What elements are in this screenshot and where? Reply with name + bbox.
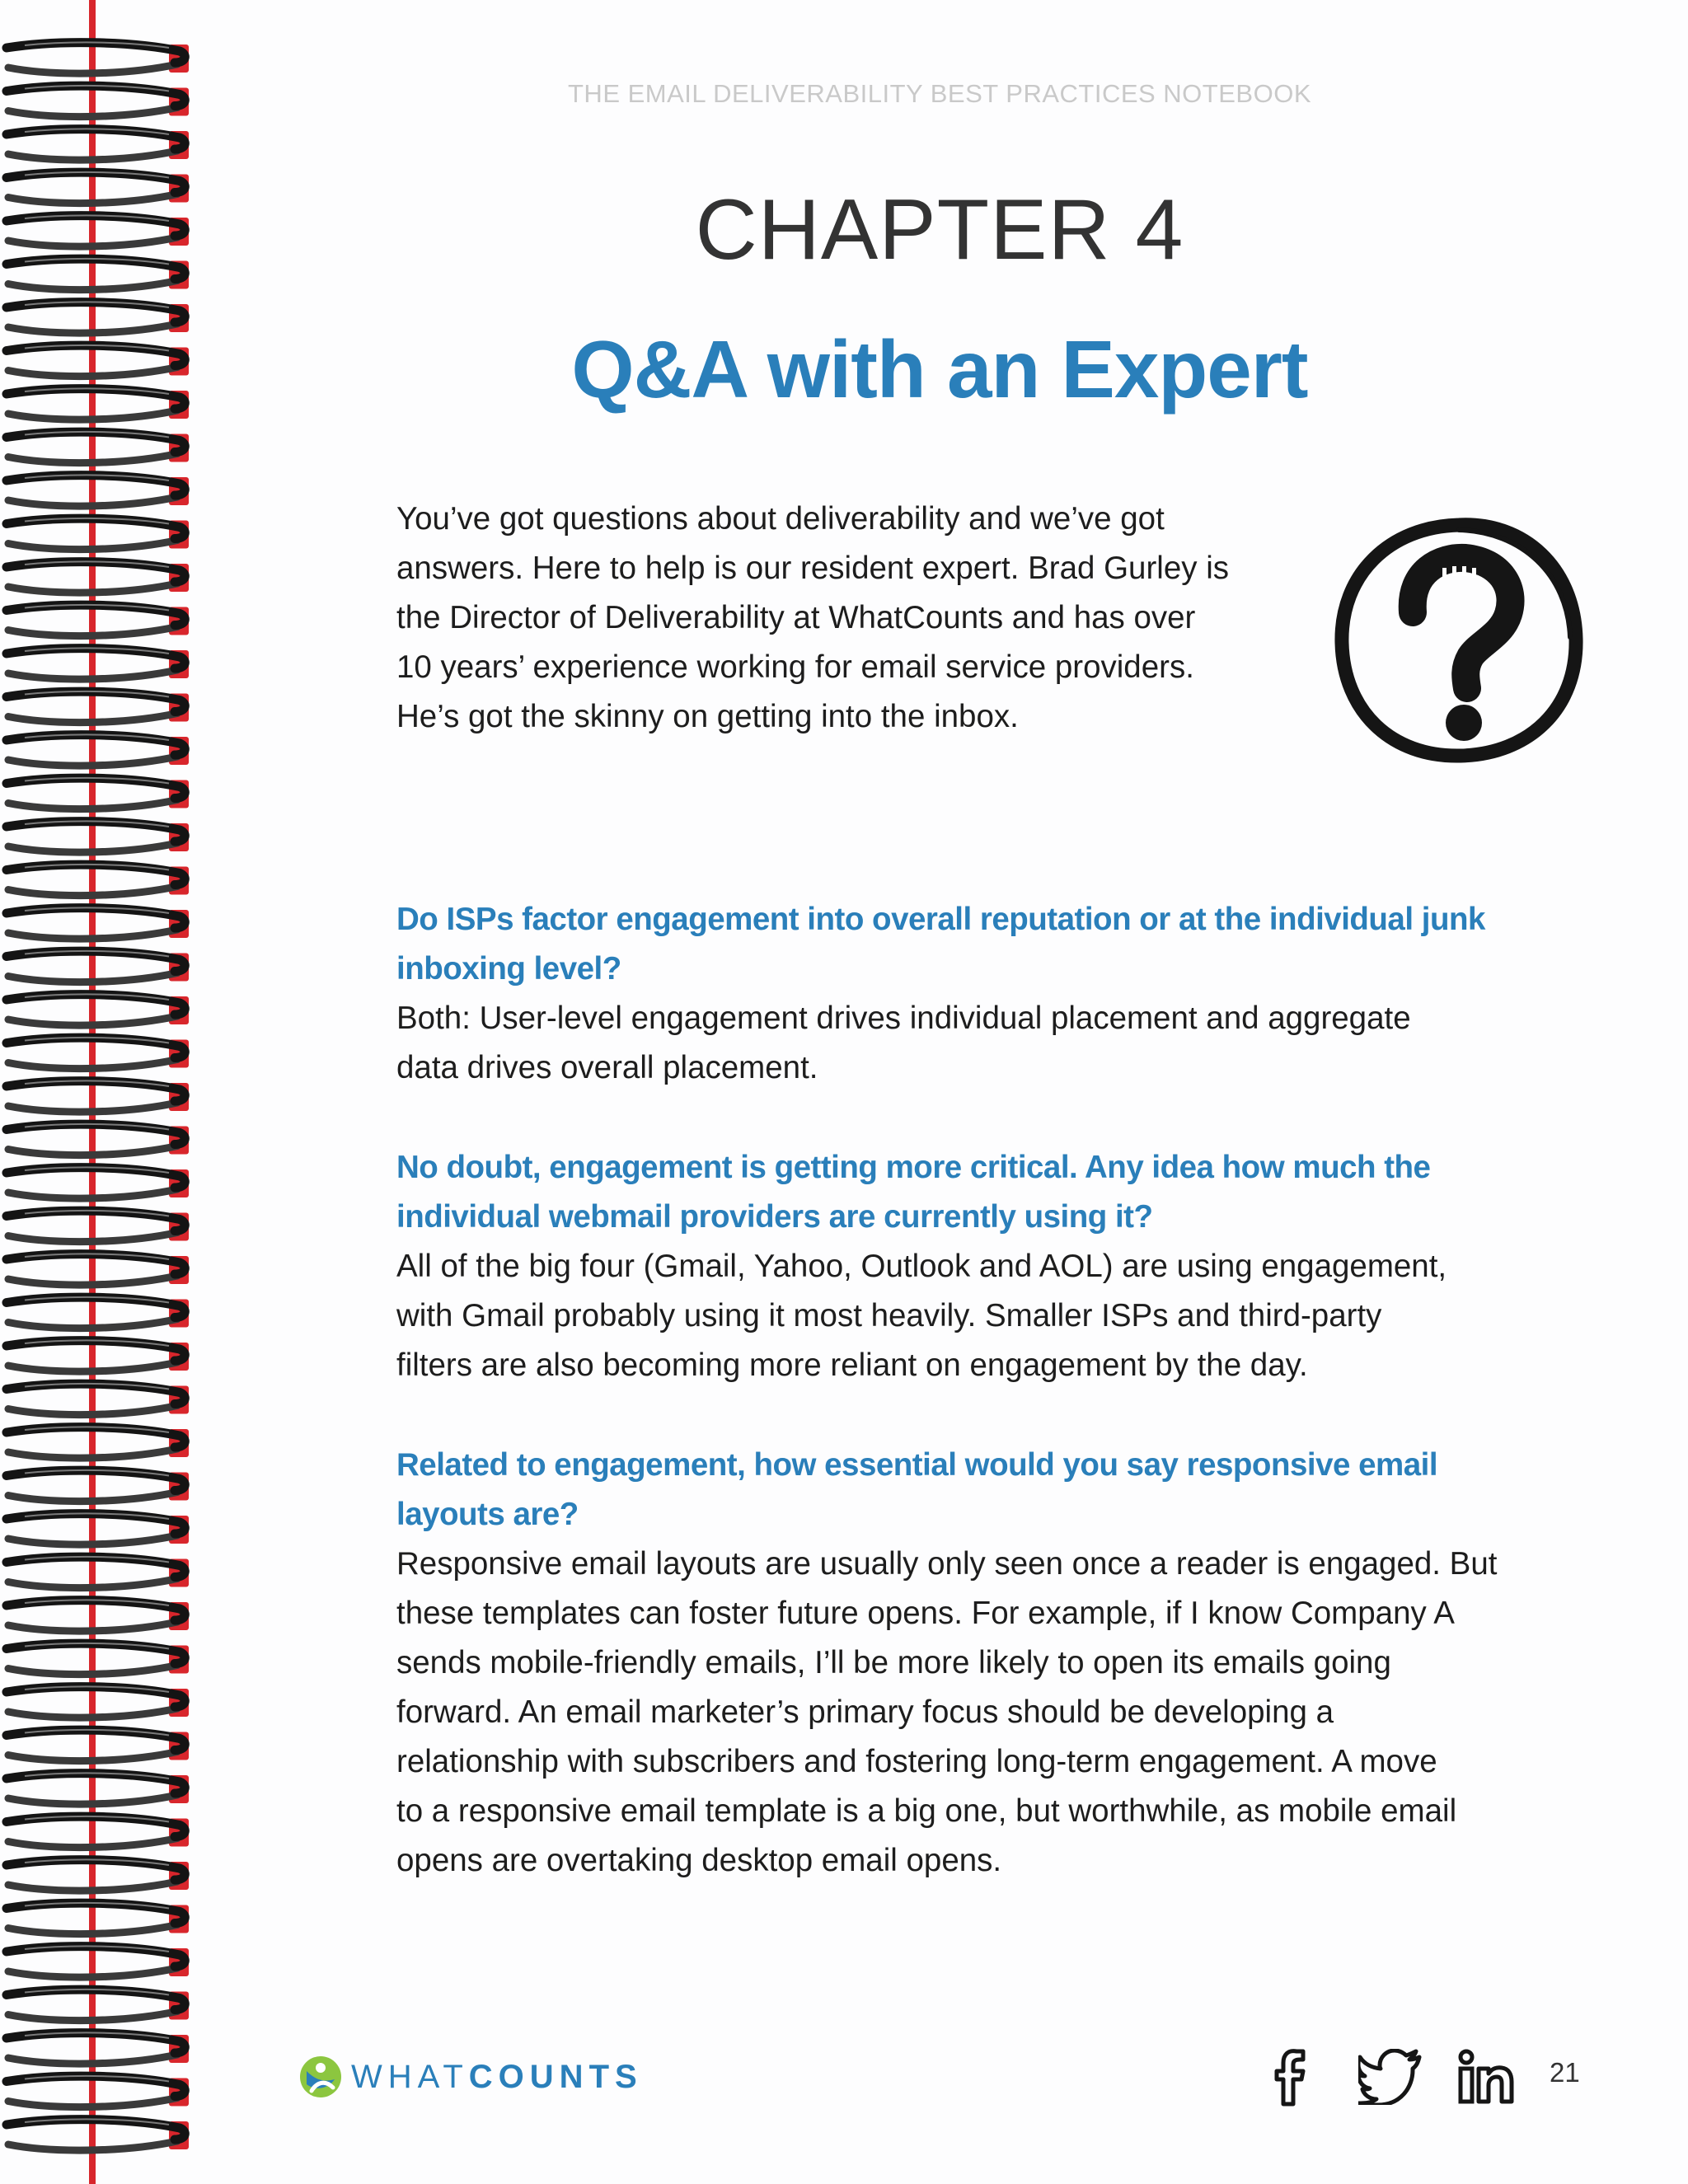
page-number: 21 xyxy=(1550,2057,1580,2088)
question-line: inboxing level? xyxy=(396,951,621,987)
intro-line: the Director of Deliverability at WhatCounts and has over xyxy=(396,600,1196,635)
whatcounts-logo[interactable] xyxy=(298,2050,643,2103)
binding-ring xyxy=(7,1600,189,1631)
binding-ring xyxy=(7,2076,189,2107)
binding-ring xyxy=(7,1946,189,1977)
whatcounts-logo-mark-icon xyxy=(298,2055,343,2099)
binding-ring xyxy=(7,1211,189,1242)
answer xyxy=(396,1540,1509,1886)
answer-line: relationship with subscribers and fostering long-term engagement. A move xyxy=(396,1744,1437,1779)
binding-ring xyxy=(7,1859,189,1891)
binding-ring xyxy=(7,691,189,723)
binding-ring xyxy=(7,475,189,506)
qa-item xyxy=(396,1143,1509,1390)
binding-ring xyxy=(7,1297,189,1329)
binding-ring xyxy=(7,518,189,550)
answer-line: Both: User-level engagement drives individual placement and aggregate xyxy=(396,1001,1411,1036)
binding-ring xyxy=(7,648,189,679)
logo-text-what: WHAT xyxy=(351,2058,469,2095)
binding-ring xyxy=(7,821,189,852)
question-line: layouts are? xyxy=(396,1497,579,1532)
running-header: THE EMAIL DELIVERABILITY BEST PRACTICES NOTEBOOK xyxy=(568,79,1311,108)
answer xyxy=(396,994,1509,1093)
binding-ring xyxy=(7,1773,189,1804)
linkedin-icon[interactable] xyxy=(1457,2044,1515,2110)
intro-line: 10 years’ experience working for email service providers. xyxy=(396,649,1194,685)
binding-ring xyxy=(7,1384,189,1415)
binding-ring xyxy=(7,1340,189,1371)
answer-line: with Gmail probably using it most heavily. Smaller ISPs and third-party xyxy=(396,1298,1382,1333)
question-line: Related to engagement, how essential would you say responsive email xyxy=(396,1447,1438,1483)
answer-line: filters are also becoming more reliant on engagement by the day. xyxy=(396,1347,1308,1383)
question xyxy=(396,1441,1509,1540)
social-links xyxy=(1269,2044,1515,2110)
binding-ring xyxy=(7,432,189,463)
answer-line: Responsive email layouts are usually only seen once a reader is engaged. But xyxy=(396,1546,1498,1582)
binding-ring xyxy=(7,1903,189,1934)
binding-ring xyxy=(7,1513,189,1544)
binding-ring xyxy=(7,605,189,636)
question-line: No doubt, engagement is getting more critical. Any idea how much the xyxy=(396,1150,1431,1185)
facebook-icon[interactable] xyxy=(1269,2044,1311,2110)
binding-ring xyxy=(7,1730,189,1761)
binding-ring xyxy=(7,1124,189,1155)
binding-ring xyxy=(7,951,189,982)
binding-ring xyxy=(7,734,189,766)
binding-ring xyxy=(7,865,189,896)
binding-ring xyxy=(7,2032,189,2064)
binding-ring xyxy=(7,1470,189,1502)
page-title: Q&A with an Expert xyxy=(571,324,1308,415)
answer xyxy=(396,1242,1509,1390)
answer-line: data drives overall placement. xyxy=(396,1050,818,1085)
qa-item xyxy=(396,1441,1509,1886)
binding-ring xyxy=(7,778,189,809)
binding-ring xyxy=(7,1990,189,2021)
binding-ring xyxy=(7,1557,189,1588)
question xyxy=(396,895,1509,994)
logo-text-counts: COUNTS xyxy=(468,2058,643,2095)
qa-item xyxy=(396,895,1509,1093)
binding-ring xyxy=(7,1643,189,1675)
twitter-icon[interactable] xyxy=(1358,2044,1424,2110)
chapter-label: CHAPTER 4 xyxy=(695,182,1184,278)
binding-ring xyxy=(7,2119,189,2150)
binding-ring xyxy=(7,42,189,73)
answer-line: these templates can foster future opens. For example, if I know Company A xyxy=(396,1596,1455,1631)
question-line: individual webmail providers are currently using it? xyxy=(396,1199,1153,1235)
question-mark-icon xyxy=(1327,507,1591,771)
binding-ring xyxy=(7,1167,189,1198)
intro-line: He’s got the skinny on getting into the inbox. xyxy=(396,699,1019,734)
answer-line: forward. An email marketer’s primary focus should be developing a xyxy=(396,1694,1334,1730)
binding-ring xyxy=(7,1038,189,1069)
intro-paragraph xyxy=(396,494,1287,742)
binding-ring xyxy=(7,561,189,593)
binding-ring xyxy=(7,1254,189,1285)
binding-ring xyxy=(7,907,189,939)
question xyxy=(396,1143,1509,1242)
binding-ring xyxy=(7,1816,189,1848)
binding-ring xyxy=(7,129,189,160)
answer-line: All of the big four (Gmail, Yahoo, Outlook and AOL) are using engagement, xyxy=(396,1249,1447,1284)
intro-line: answers. Here to help is our resident expert. Brad Gurley is xyxy=(396,551,1230,586)
answer-line: to a responsive email template is a big one, but worthwhile, as mobile email xyxy=(396,1793,1457,1829)
binding-ring xyxy=(7,994,189,1025)
answer-line: opens are overtaking desktop email opens. xyxy=(396,1843,1002,1878)
answer-line: sends mobile-friendly emails, I’ll be more likely to open its emails going xyxy=(396,1645,1391,1680)
binding-ring xyxy=(7,1686,189,1718)
question-line: Do ISPs factor engagement into overall reputation or at the individual junk xyxy=(396,902,1485,937)
binding-ring xyxy=(7,1427,189,1458)
intro-line: You’ve got questions about deliverability and we’ve got xyxy=(396,501,1165,537)
binding-ring xyxy=(7,1080,189,1112)
